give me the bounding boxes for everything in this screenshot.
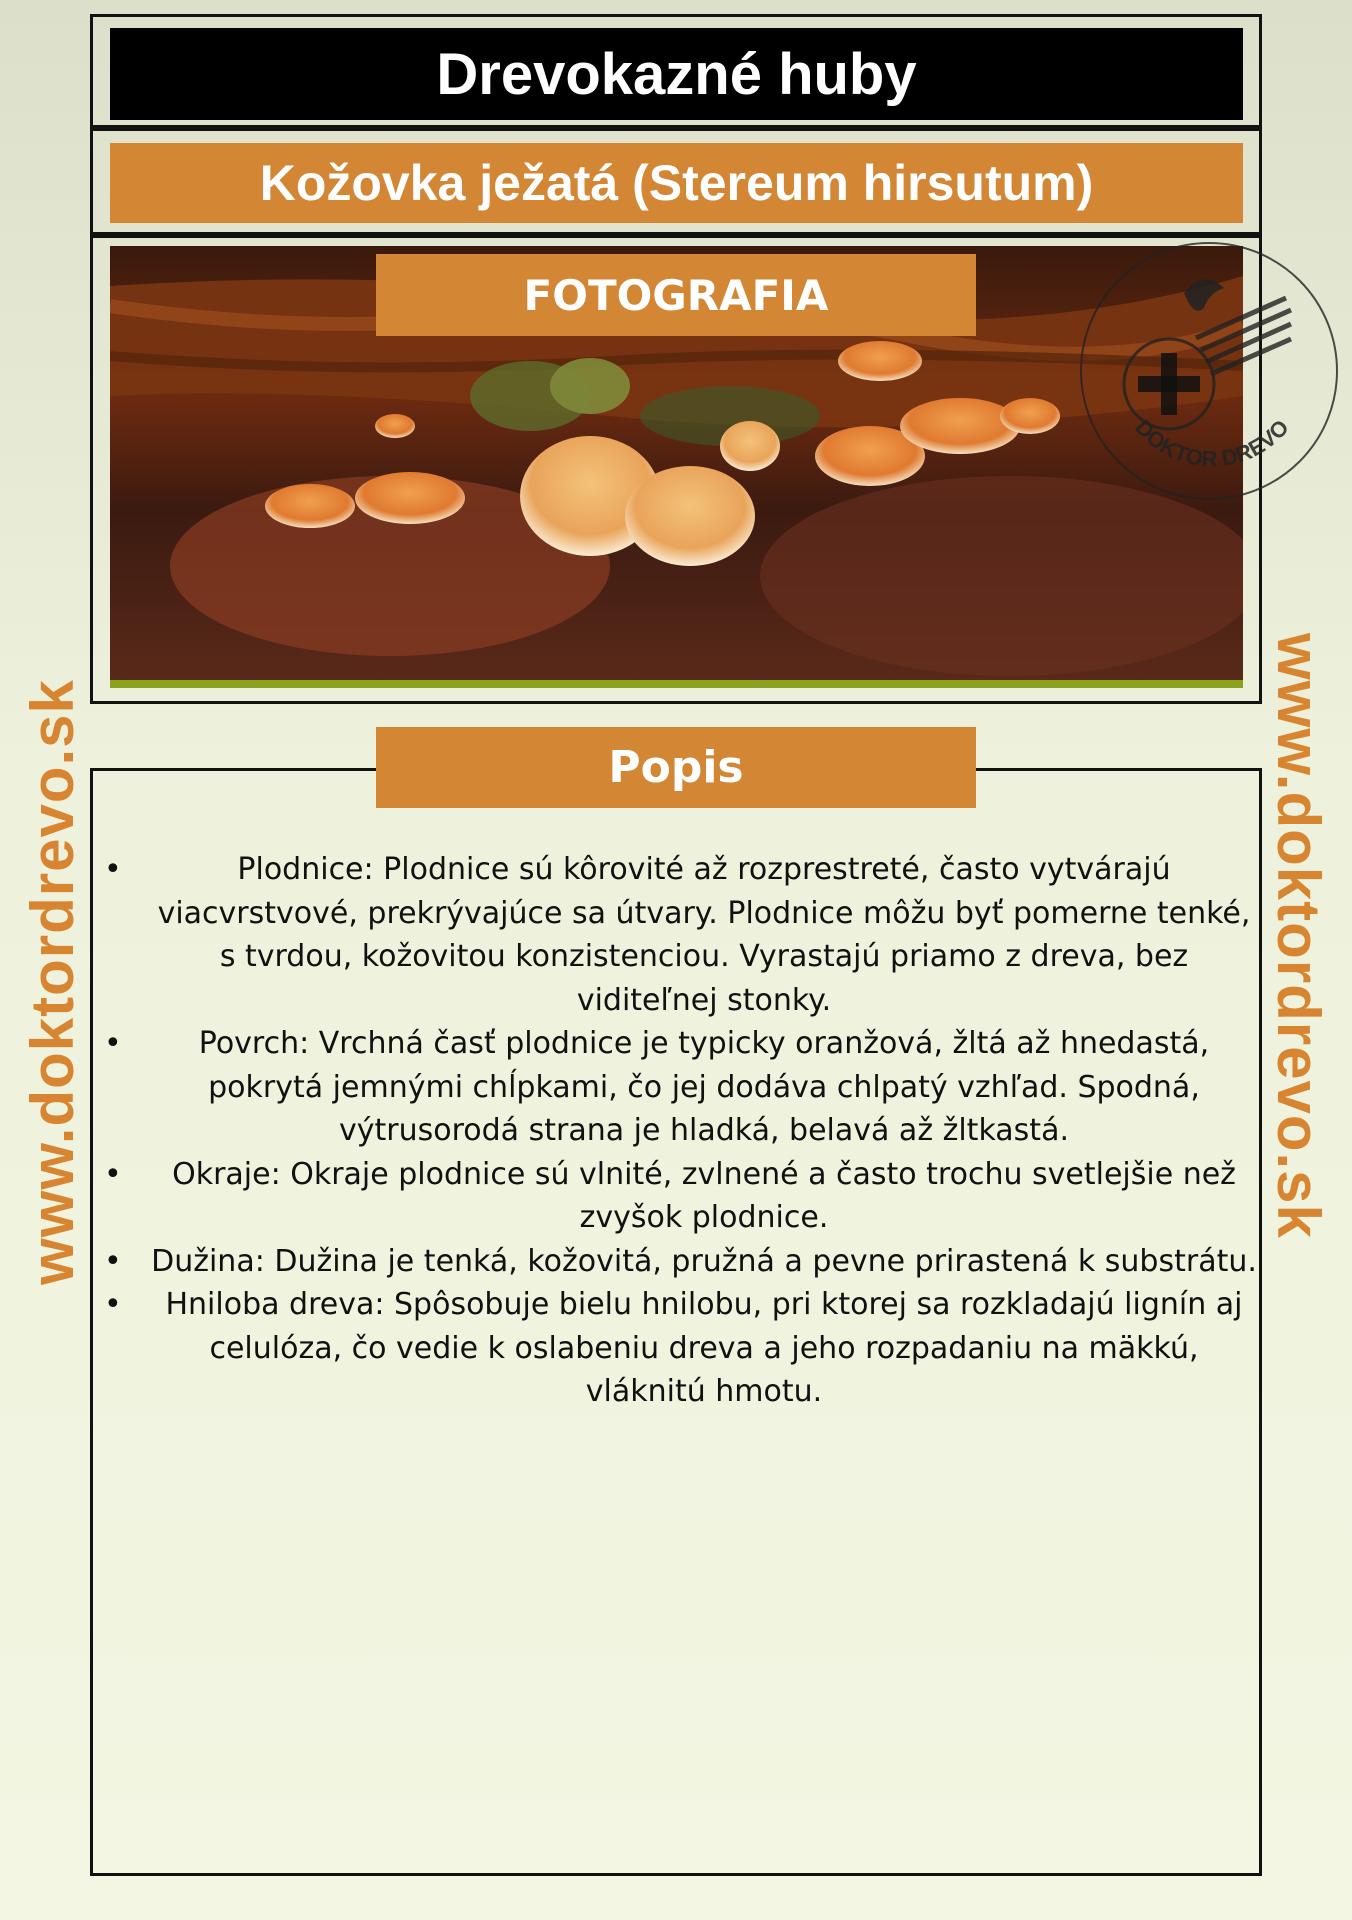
website-vertical-left: www.doktordrevo.sk xyxy=(19,679,86,1285)
website-vertical-right: www.doktordrevo.sk xyxy=(1265,633,1332,1239)
svg-text:DOKTOR DREVO xyxy=(1130,415,1293,472)
doktor-drevo-logo xyxy=(1076,238,1342,504)
list-item: • Povrch: Vrchná časť plodnice je typicky oranžová, žltá až hnedastá, pokrytá jemnými chĺpkami, čo jej dodáva chlpatý vzhľad. Spodná, výtrusorodá strana je hladká, belavá až žltkastá. xyxy=(100,1022,1260,1153)
species-title: Kožovka ježatá (Stereum hirsutum) xyxy=(110,143,1243,223)
photo-label: FOTOGRAFIA xyxy=(376,254,976,336)
description-label: Popis xyxy=(376,727,976,808)
list-item: • Dužina: Dužina je tenká, kožovitá, pružná a pevne prirastená k substrátu. xyxy=(100,1240,1260,1284)
list-item: • Okraje: Okraje plodnice sú vlnité, zvlnené a často trochu svetlejšie než zvyšok plodnice. xyxy=(100,1153,1260,1240)
list-item: • Hniloba dreva: Spôsobuje bielu hnilobu, pri ktorej sa rozkladajú lignín aj celulóza, čo vedie k oslabeniu dreva a jeho rozpadaniu na mäkkú, vláknitú hmotu. xyxy=(100,1283,1260,1414)
photo-green-strip xyxy=(110,680,1243,688)
description-list xyxy=(100,848,1260,1414)
list-item: • Plodnice: Plodnice sú kôrovité až rozprestreté, často vytvárajú viacvrstvové, prekrývajúce sa útvary. Plodnice môžu byť pomerne tenké, s tvrdou, kožovitou konzistenciou. Vyrastajú priamo z dreva, bez viditeľnej stonky. xyxy=(100,848,1260,1022)
page-title: Drevokazné huby xyxy=(110,28,1243,120)
stamp-text: DOKTOR DREVO xyxy=(1130,414,1294,472)
